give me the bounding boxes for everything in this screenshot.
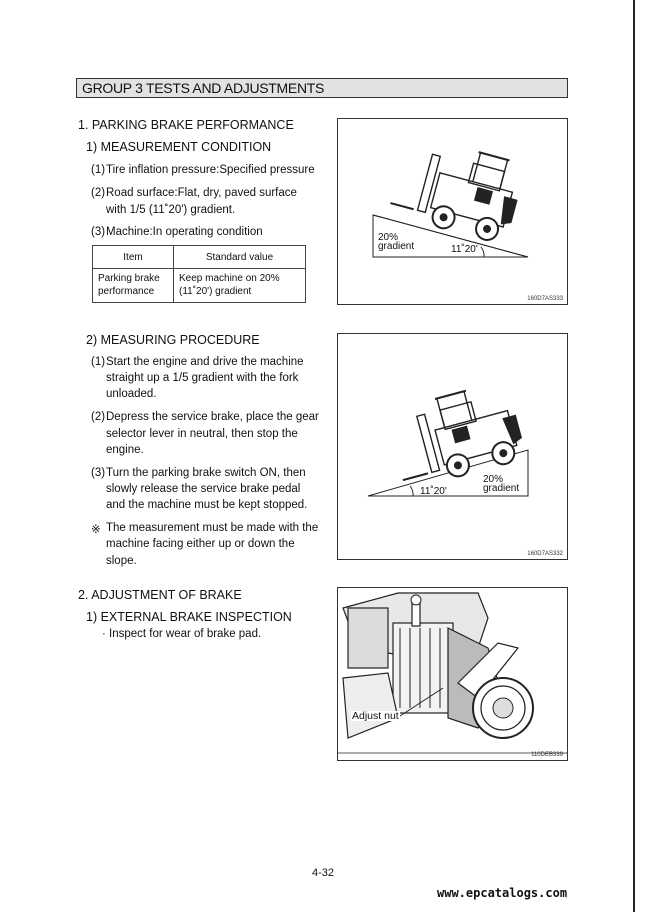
note-line: slope.	[106, 555, 137, 567]
adjust-nut-label: Adjust nut	[352, 710, 399, 722]
forklift-ramp-illustration	[338, 119, 567, 304]
item-number: (2)	[91, 187, 106, 199]
figure-forklift-uphill	[337, 118, 568, 305]
table-cell-value	[174, 269, 306, 303]
table-cell-line: Keep machine on 20%	[179, 273, 280, 284]
item-number: (1)	[91, 356, 106, 368]
page-border	[633, 0, 635, 912]
condition-line: Machine:In operating condition	[106, 226, 263, 238]
procedure-line: Turn the parking brake switch ON, then	[106, 467, 306, 479]
figure-forklift-downhill	[337, 333, 568, 560]
table-header-standard: Standard value	[174, 246, 306, 269]
procedure-line: slowly release the service brake pedal	[106, 483, 301, 495]
procedure-line: Depress the service brake, place the gear	[106, 411, 319, 423]
group-title: GROUP 3 TESTS AND ADJUSTMENTS	[82, 80, 325, 96]
procedure-line: and the machine must be kept stopped.	[106, 499, 308, 511]
figure-code: 160D7AS332	[527, 551, 563, 557]
condition-line: with 1/5 (11˚20') gradient.	[106, 204, 236, 216]
condition-line: Road surface:Flat, dry, paved surface	[106, 187, 297, 199]
slope-percent-label: 20%	[378, 232, 399, 243]
subsection-external-brake: 1) EXTERNAL BRAKE INSPECTION	[86, 610, 292, 624]
procedure-line: selector lever in neutral, then stop the	[106, 428, 298, 440]
standard-value-table	[92, 245, 306, 303]
table-header-item: Item	[93, 246, 174, 269]
procedure-line: engine.	[106, 444, 144, 456]
item-number: (3)	[91, 226, 106, 238]
note-line: The measurement must be made with the	[106, 522, 319, 534]
slope-gradient-label: gradient	[483, 483, 520, 494]
inspection-bullet: · Inspect for wear of brake pad.	[102, 628, 262, 640]
figure-code: 160D7AS333	[527, 296, 563, 302]
page-number: 4-32	[312, 867, 335, 879]
table-cell-line: performance	[98, 286, 155, 297]
table-cell-item	[93, 269, 174, 303]
section-title-adjustment: 2. ADJUSTMENT OF BRAKE	[78, 588, 242, 602]
figure-brake-assembly	[337, 587, 568, 761]
subsection-measuring-procedure: 2) MEASURING PROCEDURE	[86, 333, 260, 347]
item-number: (2)	[91, 411, 106, 423]
table-cell-line: Parking brake	[98, 273, 160, 284]
slope-angle-label: 11˚20'	[420, 486, 447, 497]
table-cell-line: (11˚20') gradient	[179, 286, 252, 297]
procedure-line: Start the engine and drive the machine	[106, 356, 304, 368]
forklift-ramp-illustration	[338, 334, 567, 559]
figure-code: 110DEB339	[531, 752, 563, 758]
condition-line: Tire inflation pressure:Specified pressure	[106, 164, 315, 176]
brake-assembly-illustration	[338, 588, 567, 760]
procedure-line: unloaded.	[106, 388, 157, 400]
slope-angle-label: 11˚20'	[451, 244, 478, 255]
note-line: machine facing either up or down the	[106, 538, 295, 550]
note-mark: ※	[91, 524, 101, 536]
item-number: (3)	[91, 467, 106, 479]
group-header	[76, 78, 568, 98]
procedure-line: straight up a 1/5 gradient with the fork	[106, 372, 299, 384]
item-number: (1)	[91, 164, 106, 176]
watermark-url: www.epcatalogs.com	[437, 886, 568, 900]
slope-percent-label: 20%	[483, 474, 504, 485]
subsection-measurement-condition: 1) MEASUREMENT CONDITION	[86, 140, 272, 154]
slope-gradient-label: gradient	[378, 241, 415, 252]
section-title-parking-brake: 1. PARKING BRAKE PERFORMANCE	[78, 118, 294, 132]
